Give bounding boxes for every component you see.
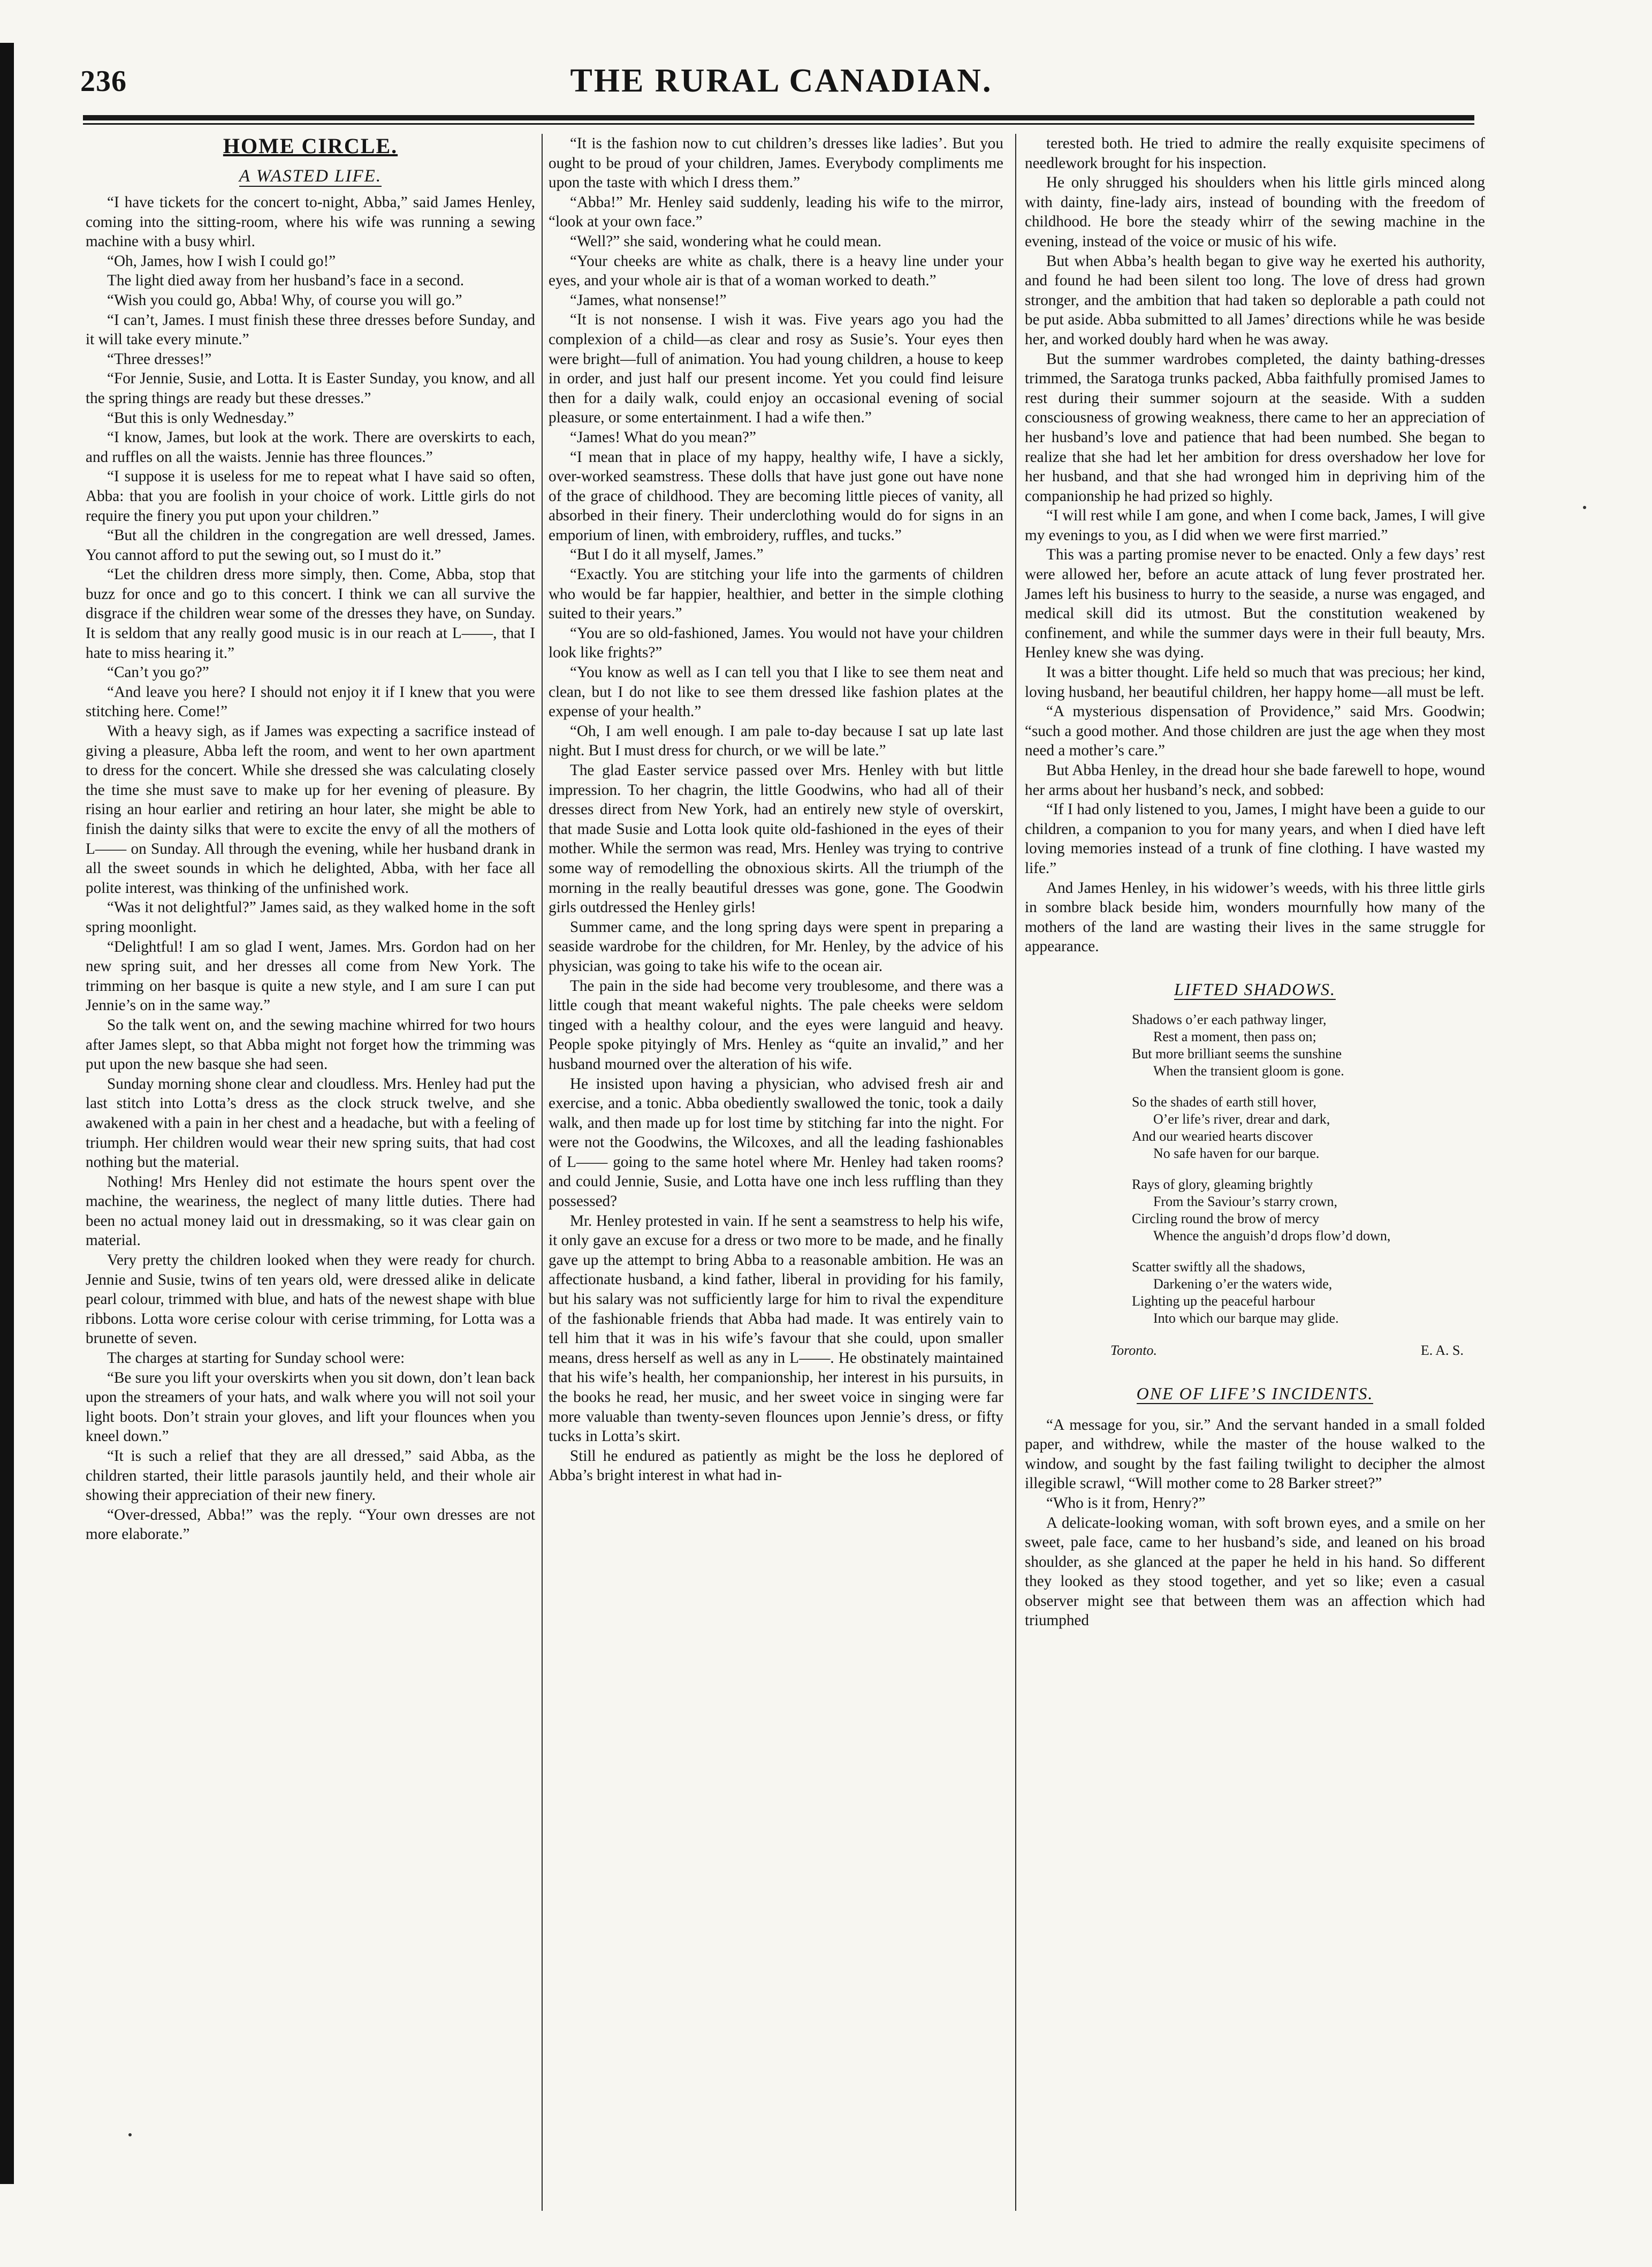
paragraph: “Let the children dress more simply, then. Come, Abba, stop that buzz for once and go to this concert. I think we can all survive the disgrace if the children wear some of the dresses they have, on Sunday. It is seldom that any really good music is in our reach at L——, that I hate to miss hearing it.” <box>86 566 535 662</box>
paragraph: “And leave you here? I should not enjoy it if I knew that you were stitching here. Come!” <box>86 683 535 721</box>
poem-stanza <box>1132 1094 1432 1162</box>
paragraph: “You know as well as I can tell you that I like to see them neat and clean, but I do not like to see them dressed like fashion plates at the expense of your health.” <box>549 664 1003 721</box>
header-rule-thin <box>83 123 1474 125</box>
paragraph: Very pretty the children looked when they were ready for church. Jennie and Susie, twins of ten years old, were dressed alike in delicate pearl colour, trimmed with blue, and hats of the newest shape with blue ribbons. Lotta wore cerise colour with cerise trimming, for Lotta was a brunette of seven. <box>86 1252 535 1347</box>
paragraph: “Can’t you go?” <box>107 664 209 681</box>
journal-title: THE RURAL CANADIAN. <box>570 63 993 99</box>
paragraph: “But all the children in the congregation are well dressed, James. You cannot afford to put the sewing out, so I must do it.” <box>86 527 535 564</box>
column-3 <box>1025 134 1485 2211</box>
paragraph: With a heavy sigh, as if James was expecting a sacrifice instead of giving a pleasure, Abba left the room, and went to her own apartment to dress for the concert. While she dressed she was calculating closely the time she must save to make up for her evening of pleasure. By rising an hour earlier and retiring an hour later, she might be able to finish the dainty silks that were to excite the envy of all the mothers of L—— on Sunday. All through the evening, while her husband drank in all the sweet sounds in which he delighted, Abba, with her face all polite interest, was thinking of the unfinished work. <box>86 723 535 897</box>
paragraph: “Exactly. You are stitching your life into the garments of children who would be far happier, healthier, and better in the simple clothing suited to their years.” <box>549 566 1003 623</box>
paragraph: “If I had only listened to you, James, I might have been a guide to our children, a companion to you for many years, and when I died have left loving memories instead of a trunk of fine clothing. I have wasted my life.” <box>1025 801 1485 877</box>
paragraph: Still he endured as patiently as might be the loss he deplored of Abba’s bright interest in what had in- <box>549 1447 1003 1484</box>
story-col1-paragraphs <box>86 193 535 1544</box>
paragraph: “You are so old-fashioned, James. You would not have your children look like frights?” <box>549 624 1003 662</box>
page-number: 236 <box>80 65 127 98</box>
paragraph: This was a parting promise never to be enacted. Only a few days’ rest were allowed her, before an acute attack of lung fever prostrated her. James left his business to hurry to the seaside, a nurse was engaged, and medical skill did its utmost. But the constitution weakened by confinement, and while the summer days were in their full beauty, Mrs. Henley knew she was dying. <box>1025 546 1485 662</box>
paragraph: “I will rest while I am gone, and when I come back, James, I will give my evenings to you, as I did when we were first married.” <box>1025 507 1485 544</box>
column-1 <box>86 134 535 2211</box>
paragraph: “But this is only Wednesday.” <box>107 409 294 427</box>
column-2 <box>549 134 1003 2211</box>
header-rule-thick <box>83 115 1474 120</box>
paragraph: “Be sure you lift your overskirts when you sit down, don’t lean back upon the streamers of your hats, and walk where you will not soil your light boots. Don’t strain your gloves, and lift your flounces when you kneel down.” <box>86 1369 535 1445</box>
paragraph: Mr. Henley protested in vain. If he sent a seamstress to help his wife, it only gave an excuse for a dress or two more to be made, and he finally gave up the attempt to bring Abba to a reasonable ambition. He was an affectionate husband, a kind father, liberal in providing for his family, but his salary was not sufficiently large for him to rival the expenditure of the fashionable friends that Abba had made. It was entirely vain to tell him that it was in his wife’s favour that she could, upon smaller means, dress herself as well as any in L——. He obstinately maintained that his wife’s health, her companionship, her interest in his pursuits, in the books he read, her music, and her sweet voice in singing were far more valuable than twenty-seven flounces upon Jennie’s dress, or fifty tucks in Lotta’s skirt. <box>549 1212 1003 1445</box>
section-heading: HOME CIRCLE. <box>223 134 398 158</box>
paragraph: “It is such a relief that they are all dressed,” said Abba, as the children started, their little parasols jauntily held, and their whole air showing their appreciation of their new finery. <box>86 1447 535 1504</box>
poem-place: Toronto. <box>1110 1342 1157 1358</box>
poem-line: Scatter swiftly all the shadows, <box>1132 1258 1306 1275</box>
story-col2-paragraphs <box>549 134 1003 1485</box>
paragraph: Summer came, and the long spring days were spent in preparing a seaside wardrobe for the children, for Mr. Henley, by the advice of his physician, was going to take his wife to the ocean air. <box>549 918 1003 975</box>
poem-title: LIFTED SHADOWS. <box>1174 979 1336 999</box>
paragraph: “Three dresses!” <box>107 350 212 368</box>
paragraph: “Your cheeks are white as chalk, there is a heavy line under your eyes, and your whole air is that of a woman worked to death.” <box>549 252 1003 290</box>
paragraph: But when Abba’s health began to give way he exerted his authority, and found he had been silent too long. The love of dress had grown stronger, and the ambition that had taken so deplorable a path could not be put aside. Abba submitted to all James’ directions while he was beside her, and worked doubly hard when he was away. <box>1025 252 1485 348</box>
poem-stanza <box>1132 1011 1432 1080</box>
paragraph: “Oh, James, how I wish I could go!” <box>107 252 336 270</box>
poem-line: Circling round the brow of mercy <box>1132 1210 1320 1226</box>
poem-line: From the Saviour’s starry crown, <box>1153 1193 1337 1209</box>
poem-stanza <box>1132 1176 1432 1245</box>
paragraph: So the talk went on, and the sewing machine whirred for two hours after James slept, so that Abba might not forget how the trimming was put upon the new basque she had seen. <box>86 1016 535 1073</box>
poem-line: And our wearied hearts discover <box>1132 1128 1313 1144</box>
poem-line: Shadows o’er each pathway linger, <box>1132 1011 1327 1027</box>
paragraph: He only shrugged his shoulders when his little girls minced along with dainty, fine-lady airs, instead of bounding with the freedom of childhood. He bore the steady whirr of the sewing machine in the evening, instead of the voice or music of his wife. <box>1025 174 1485 250</box>
paragraph: And James Henley, in his widower’s weeds, with his three little girls in sombre black beside him, wonders mournfully how many of the mothers of the land are wasting their lives in the same struggle for appearance. <box>1025 879 1485 956</box>
paragraph: “I know, James, but look at the work. There are overskirts to each, and ruffles on all the waists. Jennie has three flounces.” <box>86 429 535 466</box>
paragraph: “It is not nonsense. I wish it was. Five years ago you had the complexion of a child—as clear and rosy as Susie’s. Your eyes then were bright—full of animation. You had young children, a house to keep in order, and just half our present income. Yet you could find leisure then for a daily walk, could enjoy an occasional evening of social pleasure, or some entertainment. I had a wife then.” <box>549 311 1003 427</box>
paragraph: A delicate-looking woman, with soft brown eyes, and a smile on her sweet, pale face, came to her husband’s side, and leaned on his broad shoulder, as she glanced at the paper he held in his hand. So different they looked as they stood together, and yet so like; even a casual observer might see that between them was an affection which had triumphed <box>1025 1514 1485 1629</box>
paragraph: “James! What do you mean?” <box>570 428 756 446</box>
paragraph: Nothing! Mrs Henley did not estimate the hours spent over the machine, the weariness, the neglect of many little duties. There had been no actual money laid out in dressmaking, so it was clear gain on material. <box>86 1173 535 1249</box>
paragraph: “It is the fashion now to cut children’s dresses like ladies’. But you ought to be proud of your children, James. Everybody compliments me upon the taste with which I dress them.” <box>549 135 1003 192</box>
poem-signature <box>1110 1341 1464 1361</box>
paragraph: terested both. He tried to admire the really exquisite specimens of needlework brought for his inspection. <box>1025 135 1485 172</box>
poem-stanza <box>1132 1258 1432 1327</box>
incidents-paragraphs <box>1025 1415 1485 1631</box>
poem-line: Whence the anguish’d drops flow’d down, <box>1153 1227 1391 1244</box>
poem-author-initials: E. A. S. <box>1420 1342 1464 1358</box>
poem-line: No safe haven for our barque. <box>1153 1145 1320 1161</box>
poem-body <box>1132 1011 1432 1327</box>
paragraph: “Over-dressed, Abba!” was the reply. “Your own dresses are not more elaborate.” <box>86 1506 535 1543</box>
paragraph: “James, what nonsense!” <box>570 291 727 309</box>
poem-line: So the shades of earth still hover, <box>1132 1094 1316 1110</box>
paragraph: “I can’t, James. I must finish these three dresses before Sunday, and it will take every minute.” <box>86 311 535 348</box>
poem-line: When the transient gloom is gone. <box>1153 1063 1344 1079</box>
column-divider-2 <box>1015 134 1016 2211</box>
paragraph: “For Jennie, Susie, and Lotta. It is Easter Sunday, you know, and all the spring things are ready but these dresses.” <box>86 370 535 407</box>
paragraph: “Oh, I am well enough. I am pale to-day because I sat up late last night. But I must dress for church, or we will be late.” <box>549 722 1003 760</box>
paragraph: “But I do it all myself, James.” <box>570 546 764 564</box>
paragraph: “I suppose it is useless for me to repeat what I have said so often, Abba: that you are foolish in your choice of work. Little girls do not require the finery you put upon your children.” <box>86 468 535 525</box>
poem-line: Lighting up the peaceful harbour <box>1132 1293 1315 1309</box>
paragraph: But Abba Henley, in the dread hour she bade farewell to hope, wound her arms about her husband’s neck, and sobbed: <box>1025 762 1485 799</box>
paragraph: “Abba!” Mr. Henley said suddenly, leading his wife to the mirror, “look at your own face.” <box>549 193 1003 231</box>
poem-line: Rest a moment, then pass on; <box>1153 1028 1316 1044</box>
paragraph: “A message for you, sir.” And the servant handed in a small folded paper, and withdrew, while the master of the house walked to the window, and sought by the fast failing twilight to decipher the almost illegible scrawl, “Will mother come to 28 Barker street?” <box>1025 1416 1485 1492</box>
paragraph: Sunday morning shone clear and cloudless. Mrs. Henley had put the last stitch into Lotta’s dress as the clock struck twelve, and she awakened with a pain in her chest and a headache, but with a feeling of triumph. Her children would wear their new spring suits, that had cost nothing but the material. <box>86 1075 535 1171</box>
paragraph: It was a bitter thought. Life held so much that was precious; her kind, loving husband, her beautiful children, her happy home—all must be left. <box>1025 664 1485 701</box>
story-title: A WASTED LIFE. <box>239 166 382 186</box>
paragraph: The light died away from her husband’s face in a second. <box>107 272 465 290</box>
paragraph: “I mean that in place of my happy, healthy wife, I have a sickly, over-worked seamstress. These dolls that have just gone out have none of the grace of childhood. They are becoming little pieces of vanity, all absorbed in their finery. Their underclothing would do for signs in an emporium of linen, with embroidery, ruffles, and tucks.” <box>549 448 1003 544</box>
paragraph: “Well?” she said, wondering what he could mean. <box>570 232 882 250</box>
paragraph: The pain in the side had become very troublesome, and there was a little cough that meant wakeful nights. The pale cheeks were seldom tinged with a healthy colour, and the eyes were languid and heavy. People spoke pityingly of Mrs. Henley as “quite an invalid,” and her husband mourned over the alteration of his wife. <box>549 977 1003 1073</box>
paragraph: “I have tickets for the concert to-night, Abba,” said James Henley, coming into the sitting-room, where his wife was running a sewing machine with a busy whirl. <box>86 194 535 251</box>
story-col3-paragraphs <box>1025 134 1485 957</box>
margin-speck <box>128 2133 132 2136</box>
paragraph: “Was it not delightful?” James said, as they walked home in the soft spring moonlight. <box>86 899 535 936</box>
column-divider-1 <box>542 134 543 2211</box>
paragraph: “A mysterious dispensation of Providence,” said Mrs. Goodwin; “such a good mother. And those children are just the age when they most need a mother’s care.” <box>1025 703 1485 760</box>
margin-speck <box>1583 506 1586 509</box>
incidents-title: ONE OF LIFE’S INCIDENTS. <box>1136 1383 1374 1403</box>
paragraph: The charges at starting for Sunday school were: <box>107 1349 405 1367</box>
poem-line: O’er life’s river, drear and dark, <box>1153 1111 1330 1127</box>
poem-line: But more brilliant seems the sunshine <box>1132 1045 1342 1062</box>
paragraph: The glad Easter service passed over Mrs. Henley with but little impression. To her chagrin, the little Goodwins, who had all of their dresses direct from New York, had an entirely new style of overskirt, that made Susie and Lotta look quite old-fashioned in the eyes of their mother. While the sermon was read, Mrs. Henley was trying to contrive some way of remodelling the obnoxious skirts. All the triumph of the morning in the really beautiful dresses was gone, gone. The Goodwin girls outdressed the Henley girls! <box>549 762 1003 916</box>
paragraph: “Who is it from, Henry?” <box>1046 1494 1206 1512</box>
page-binding-edge <box>0 43 14 2184</box>
poem-line: Darkening o’er the waters wide, <box>1153 1276 1333 1292</box>
paragraph: He insisted upon having a physician, who advised fresh air and exercise, and a tonic. Abba obediently swallowed the tonic, took a daily walk, and then made up for lost time by stitching far into the night. For were not the Goodwins, the Wilcoxes, and all the leading fashionables of L—— going to the same hotel where Mr. Henley had taken rooms? and could Jennie, Susie, and Lotta have one inch less ruffling than they possessed? <box>549 1075 1003 1210</box>
paragraph: “Wish you could go, Abba! Why, of course you will go.” <box>107 291 462 309</box>
paragraph: “Delightful! I am so glad I went, James. Mrs. Gordon had on her new spring suit, and her dresses all come from New York. The trimming on her basque is quite a new style, and I am sure I can put Jennie’s on in the same way.” <box>86 938 535 1014</box>
poem-line: Into which our barque may glide. <box>1153 1310 1339 1326</box>
page-header <box>80 59 1482 118</box>
paragraph: But the summer wardrobes completed, the dainty bathing-dresses trimmed, the Saratoga trunks packed, Abba faithfully promised James to rest during their summer sojourn at the seaside. With a sudden consciousness of growing weakness, there came to her an appreciation of her husband’s love and patience that had been numbed. She began to realize that she had let her ambition for dress overshadow her love for her husband, and that she had wronged him in depriving him of the companionship he had prized so highly. <box>1025 350 1485 505</box>
poem-line: Rays of glory, gleaming brightly <box>1132 1176 1313 1192</box>
